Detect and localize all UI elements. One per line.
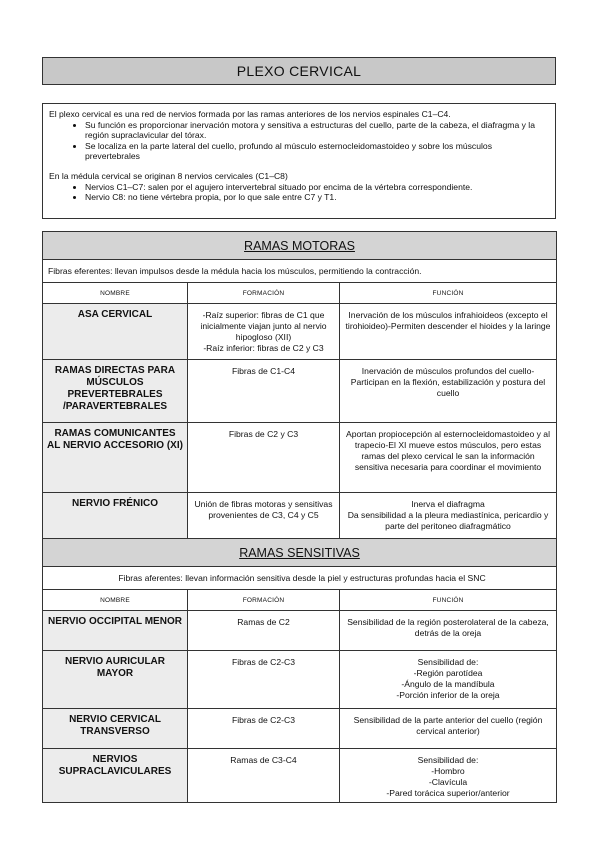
- column-header-funcion: FUNCIÓN: [340, 283, 557, 304]
- branch-name: NERVIO OCCIPITAL MENOR: [43, 611, 188, 651]
- branch-name: ASA CERVICAL: [43, 304, 188, 360]
- branch-formation: Unión de fibras motoras y sensitivas provenientes de C3, C4 y C5: [188, 493, 340, 539]
- intro-bullet-list-1: [49, 120, 549, 162]
- branch-name: NERVIO AURICULAR MAYOR: [43, 651, 188, 709]
- branch-name: NERVIO FRÉNICO: [43, 493, 188, 539]
- intro-bullet: • Nervios C1–C7: salen por el agujero intervertebral situado por encima de la vértebra correspondiente.: [85, 182, 549, 193]
- branch-formation: Ramas de C2: [188, 611, 340, 651]
- branch-name: RAMAS COMUNICANTES AL NERVIO ACCESORIO (XI): [43, 423, 188, 493]
- branch-function: Inerva el diafragma Da sensibilidad a la pleura mediastínica, pericardio y parte del peritoneo diafragmático: [340, 493, 557, 539]
- table-row: [43, 651, 557, 709]
- branch-name: NERVIO CERVICAL TRANSVERSO: [43, 709, 188, 749]
- sensitivas-description: Fibras aferentes: llevan información sensitiva desde la piel y estructuras profundas hacia el SNC: [43, 567, 557, 590]
- branch-formation: -Raíz superior: fibras de C1 que inicialmente viajan junto al nervio hipogloso (XII) -Raíz inferior: fibras de C2 y C3: [188, 304, 340, 360]
- column-header-funcion: FUNCIÓN: [340, 590, 557, 611]
- sensitivas-heading: RAMAS SENSITIVAS: [43, 539, 557, 567]
- column-header-formacion: FORMACIÓN: [188, 283, 340, 304]
- motoras-description: Fibras eferentes: llevan impulsos desde la médula hacia los músculos, permitiendo la contracción.: [43, 260, 557, 283]
- table-body: [43, 232, 557, 803]
- table-row: [43, 360, 557, 423]
- branch-function: Sensibilidad de: -Hombro -Clavícula -Pared torácica superior/anterior: [340, 749, 557, 803]
- table-row: [43, 709, 557, 749]
- branch-name: RAMAS DIRECTAS PARA MÚSCULOS PREVERTEBRALES /PARAVERTEBRALES: [43, 360, 188, 423]
- table-row: [43, 611, 557, 651]
- branch-function: Inervación de músculos profundos del cuello-Participan en la flexión, estabilización y postura del cuello: [340, 360, 557, 423]
- motoras-heading-row: [43, 232, 557, 260]
- column-header-nombre: NOMBRE: [43, 590, 188, 611]
- page-title: PLEXO CERVICAL: [42, 57, 556, 85]
- branch-function: Aportan propiocepción al esternocleidomastoideo y al trapecio-El XI mueve estos músculos, pero estas ramas del plexo cervical le san la información sensitiva necesaria para coordinar el movimiento: [340, 423, 557, 493]
- table-row: [43, 493, 557, 539]
- motoras-column-header-row: [43, 283, 557, 304]
- table-row: [43, 749, 557, 803]
- intro-paragraph-2: En la médula cervical se originan 8 nervios cervicales (C1–C8): [49, 170, 288, 181]
- column-header-nombre: NOMBRE: [43, 283, 188, 304]
- branch-name: NERVIOS SUPRACLAVICULARES: [43, 749, 188, 803]
- table-row: [43, 423, 557, 493]
- intro-bullet: • Su función es proporcionar inervación motora y sensitiva a estructuras del cuello, parte de la cabeza, el diafragma y la región supraclavicular del tórax.: [85, 120, 549, 141]
- branch-formation: Fibras de C2-C3: [188, 651, 340, 709]
- branch-function: Sensibilidad de la región posterolateral de la cabeza, detrás de la oreja: [340, 611, 557, 651]
- nerve-branches-table: [42, 231, 557, 803]
- column-header-formacion: FORMACIÓN: [188, 590, 340, 611]
- branch-function: Inervación de los músculos infrahioideos (excepto el tirohioideo)-Permiten descender el hioides y la laringe: [340, 304, 557, 360]
- intro-box: [42, 103, 556, 219]
- intro-bullet-list-2: [49, 182, 549, 203]
- table-row: [43, 304, 557, 360]
- intro-bullet: • Nervio C8: no tiene vértebra propia, por lo que sale entre C7 y T1.: [85, 192, 549, 203]
- motoras-heading: RAMAS MOTORAS: [43, 232, 557, 260]
- branch-function: Sensibilidad de: -Región parotídea -Ángulo de la mandíbula -Porción inferior de la oreja: [340, 651, 557, 709]
- motoras-description-row: [43, 260, 557, 283]
- branch-formation: Ramas de C3-C4: [188, 749, 340, 803]
- sensitivas-heading-row: [43, 539, 557, 567]
- intro-paragraph-1: El plexo cervical es una red de nervios formada por las ramas anteriores de los nervios espinales C1–C4.: [49, 109, 451, 119]
- intro-bullet: • Se localiza en la parte lateral del cuello, profundo al músculo esternocleidomastoideo y sobre los músculos prevertebrales: [85, 141, 549, 162]
- branch-function: Sensibilidad de la parte anterior del cuello (región cervical anterior): [340, 709, 557, 749]
- sensitivas-description-row: [43, 567, 557, 590]
- branch-formation: Fibras de C2-C3: [188, 709, 340, 749]
- branch-formation: Fibras de C1-C4: [188, 360, 340, 423]
- branch-formation: Fibras de C2 y C3: [188, 423, 340, 493]
- sensitivas-column-header-row: [43, 590, 557, 611]
